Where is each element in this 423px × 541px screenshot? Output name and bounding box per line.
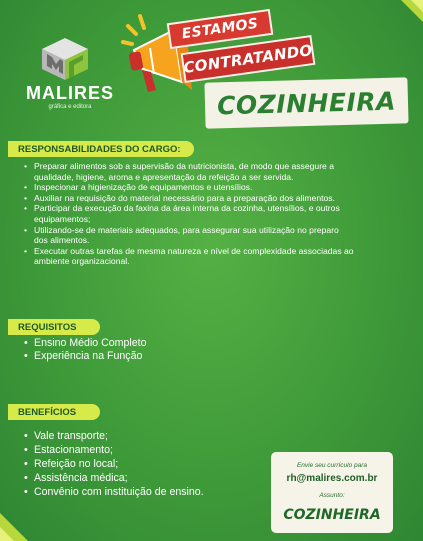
list-item: • Executar outras tarefas de mesma natureza e nível de complexidade associadas ao ambiente organizacional. [24, 246, 354, 267]
list-item: • Vale transporte; [24, 429, 264, 443]
brand-tagline: gráfica e editora [48, 104, 92, 110]
subject-label: Assunto: [319, 492, 345, 499]
responsibilities-heading: RESPONSABILIDADES DO CARGO: [8, 141, 194, 157]
list-item: • Auxiliar na requisição do material necessário para a preparação dos alimentos. [24, 193, 354, 204]
corner-decoration [411, 0, 423, 12]
list-item: • Ensino Médio Completo [24, 337, 224, 350]
responsibilities-list [24, 161, 354, 267]
send-resume-text: Envie seu currículo para [296, 462, 368, 469]
subject-value: COZINHEIRA [283, 507, 381, 523]
requirements-list [24, 337, 224, 363]
hiring-text-line1: ESTAMOS [180, 15, 260, 43]
hiring-text-line2: CONTRATANDO [182, 41, 314, 77]
application-box [271, 452, 393, 533]
cube-logo-icon [38, 36, 92, 82]
list-item: • Utilizando-se de materiais adequados, para assegurar sua utilização no preparo dos alimentos. [24, 225, 354, 246]
requirements-heading: REQUISITOS [8, 319, 100, 335]
list-item: • Refeição no local; [24, 457, 264, 471]
list-item: • Participar da execução da faxina da área interna da cozinha, utensílios, e outros equipamentos; [24, 203, 354, 224]
job-title-box [204, 77, 408, 128]
list-item: • Estacionamento; [24, 443, 264, 457]
corner-decoration [0, 527, 14, 541]
brand-name: MALIRES [26, 83, 114, 103]
contact-email[interactable]: rh@malires.com.br [286, 473, 378, 484]
benefits-list [24, 429, 264, 499]
job-title: COZINHEIRA [216, 86, 397, 120]
list-item: • Assistência médica; [24, 471, 264, 485]
list-item: • Preparar alimentos sob a supervisão da nutricionista, de modo que assegure a qualidade, higiene, aroma e apresentação da refeição a ser servida. [24, 161, 354, 182]
brand-logo [20, 36, 120, 116]
list-item: • Experiência na Função [24, 350, 224, 363]
list-item: • Inspecionar a higienização de equipamentos e utensílios. [24, 182, 354, 193]
list-item: • Convênio com instituição de ensino. [24, 485, 264, 499]
benefits-heading: BENEFÍCIOS [8, 404, 100, 420]
